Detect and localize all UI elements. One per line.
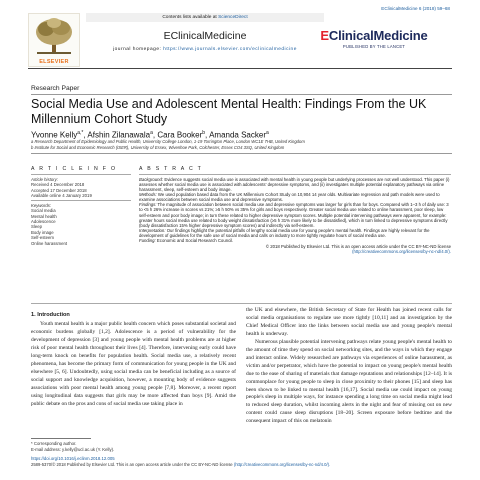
journal-cover-logo[interactable] (320, 13, 428, 65)
author-affiliation-mark[interactable]: b (202, 130, 206, 136)
keyword: Online harassment (31, 240, 68, 246)
doi-link[interactable]: https://doi.org/10.1016/j.eclinm.2018.12.005 (31, 456, 115, 461)
copyright-text: © 2018 Published by Elsevier Ltd. This is an open access article under the CC BY-NC-ND license (265, 243, 451, 249)
elsevier-tree-icon (29, 14, 79, 58)
issn-text: 2589-5370/© 2018 Published by Elsevier Ltd. This is an open access article under the CC BY-NC-ND license (31, 462, 234, 467)
abstract-text: Economic and Social Research Council. (155, 238, 234, 244)
abstract-label: Funding: (139, 238, 156, 244)
article-title: Social Media Use and Adolescent Mental Health: Findings From the UK Millennium Cohort Study (31, 97, 427, 126)
abstract-text: Our findings highlight the potential pitfalls of lengthy social media use for young people's mental health. Findings are highly relevant for the development of guidelines for the safe use of social media and calls on industry to more tightly regulate hours of social media use. (139, 228, 430, 239)
abstract-label: Background: (139, 176, 164, 182)
journal-title: EClinicalMedicine (163, 30, 247, 42)
author-email[interactable]: E-mail address: y.kelly@ucl.ac.uk (Y. Kelly). (31, 447, 115, 452)
article-type-divider (31, 94, 452, 95)
abstract-methods (139, 192, 451, 202)
abstract-text: We used population based data from the UK Millennium Cohort Study on 10,904 14 year olds. Multivariate regression and path models were used to examine associations between social media use and depressive symptoms. (139, 192, 440, 203)
abstract-label: Findings: (139, 202, 157, 208)
keyword: Social media (31, 208, 56, 214)
abstract-heading: A B S T R A C T (139, 166, 203, 172)
keywords-label: Keywords: (31, 202, 52, 208)
article-info-heading: A R T I C L E I N F O (31, 166, 117, 172)
author-list: Yvonne Kelly$^{a,*}$, Afshin Zilanawala$^a$, Cara Booker$^b$, Amanda Sacker$^a$ (31, 130, 269, 140)
footer-license-link[interactable]: (http://creativecommons.org/licenses/by-nc-nd/4.0/). (233, 462, 331, 467)
publisher-logo-text: ELSEVIER (39, 59, 69, 65)
abstract-interpretation (139, 228, 451, 238)
cover-title-e: E (320, 28, 329, 43)
author-name[interactable]: Yvonne Kelly (31, 130, 78, 140)
body-column-left: Youth mental health is a major public health concern which poses substantial societal and economic burdens globally [1,2]. Adolescence is a period of vulnerability for the development of depression [3] and young people with mental health problems are at higher risk of poor mental health throughout their lives [4]. Therefore, intervening early could have long-term knock on benefits for population health. Social media use, a relatively recent phenomena, has become the primary form of communication for young people in the UK and elsewhere [5, 6]. Undoubtedly, using social media can be beneficial including as a source of social support and knowledge acquisition, however, a mounting body of evidence suggests associations with poor mental health among young people [7,8]. Moreover, a recent report using longitudinal data suggests that girls may be more affected than boys [9]. Amid the public debate on the pros and cons of social media use taking place in (31, 321, 236, 407)
license-link[interactable]: (http://creativecommons.org/licenses/by-nc-nd/4.0/). (352, 248, 451, 254)
keyword: Sleep (31, 224, 42, 230)
issn-license (31, 462, 330, 467)
history-accepted: Accepted 17 December 2018 (31, 187, 87, 193)
author-affiliation-mark[interactable]: a (265, 130, 269, 136)
body-paragraph: Numerous plausible potential intervening pathways relate young people's mental health to the amount of time they spend on social networking sites, and the ways in which they engage and interact online. Widely researched are pathways via experiences of online harassment, as victim and/or perpetrator, which have the potential to impact on young people's mental health due to the ease of sharing of materials that damage reputations and relationships [12–14]. It is commonplace for young people to sleep in close proximity to their phones [15] and sleep has been shown to be linked to mental health [16,17]. Social media use could impact on young people's sleep in multiple ways, for instance spending a long time on social media might lead to reduced sleep duration, whilst incoming alerts in the night and fear of missing out on new content could cause sleep disruptions [18–20]. Screen exposure before bedtime and the consequent impact of this on melatonin (246, 338, 452, 425)
affiliation-a: a Research Department of Epidemiology and Public Health, University College London, 1-19 Torrington Place, London WC1E 7HB, United Kingdom (31, 139, 305, 144)
homepage-prefix: journal homepage: (113, 47, 164, 52)
abstract-label: Interpretation: (139, 228, 166, 234)
banner-divider (28, 68, 452, 69)
journal-info-box (86, 13, 324, 65)
abstract-label: Methods: (139, 192, 157, 198)
abstract-findings (139, 202, 451, 228)
author-name[interactable]: Amanda Sacker (209, 130, 266, 140)
abstract-text: Evidence suggests social media use is associated with mental health in young people but underlying processes are not well understood. This paper (i) assesses whether social media use is associated with adolescents' depressive symptoms, and (ii) investigates multiple potential explanatory pathways via online harassment, sleep, self-esteem and body image. (139, 176, 450, 192)
body-column-right (246, 307, 452, 426)
keyword: Adolescence (31, 219, 56, 225)
author-affiliation-mark[interactable]: a,* (77, 130, 84, 136)
abstract-copyright (139, 244, 451, 254)
body-paragraph: the UK and elsewhere, the British Secretary of State for Health has joined recent calls for social media organisations to regulate use more tightly [10,11] and an investigation by the Chief Medical Officer into the links between social media use and young people's mental health is underway. (246, 307, 452, 337)
journal-reference[interactable]: EClinicalMedicine 6 (2018) 59–68 (381, 6, 450, 11)
keyword: Mental health (31, 213, 57, 219)
article-type: Research Paper (31, 85, 80, 92)
cover-subtitle: PUBLISHED BY THE LANCET (342, 44, 406, 49)
contents-bar (86, 13, 324, 22)
contents-prefix: Contents lists available at (162, 15, 219, 20)
keyword: Self-esteem (31, 235, 54, 241)
author-affiliation-mark[interactable]: a (150, 130, 153, 136)
elsevier-logo (28, 13, 80, 67)
abstract-background (139, 177, 451, 192)
cover-title-rest: ClinicalMedicine (328, 28, 428, 43)
keyword: Body image (31, 229, 54, 235)
author-name[interactable]: Cara Booker (157, 130, 203, 140)
journal-banner (28, 13, 428, 81)
history-received: Received 4 December 2018 (31, 182, 85, 188)
abstract (139, 167, 451, 254)
affiliation-divider (31, 153, 452, 154)
cover-title (320, 29, 427, 42)
sciencedirect-link[interactable]: ScienceDirect (218, 15, 248, 20)
abstract-text: The magnitude of association between social media use and depressive symptoms was larger for girls than for boys. Compared with 1–3 h of daily use: 3 to <5 h 26% increase in scores vs 21%; ≥5 h 50% vs 35% for girls and boys respectively. Greater social media use related to online harassment, poor sleep, low self-esteem and poor body image; in turn these related to higher depressive symptom scores. Multiple potential intervening pathways were apparent, for example: greater hours social media use related to body weight dissatisfaction (≥5 h 31% more likely to be dissatisfied), which in turn linked to depressive symptoms directly (body dissatisfaction 15% higher depressive symptom scores) and indirectly via self-esteem. (139, 202, 449, 228)
journal-homepage (86, 47, 324, 52)
author-name[interactable]: Afshin Zilanawala (87, 130, 151, 140)
section-heading: 1. Introduction (31, 312, 70, 318)
homepage-link[interactable]: https://www.journals.elsevier.com/eclinicalmedicine (163, 47, 297, 52)
history-label: Article history: (31, 176, 58, 182)
affiliation-b: b Institute for Social and Economic Research (ISER), University of Essex, Wivenhoe Park, Colchester, Essex CO4 3SQ, United Kingdom (31, 145, 285, 150)
article-info (31, 167, 131, 246)
corresponding-author: * Corresponding author. (31, 441, 77, 446)
history-online: Available online 4 January 2019 (31, 193, 92, 199)
